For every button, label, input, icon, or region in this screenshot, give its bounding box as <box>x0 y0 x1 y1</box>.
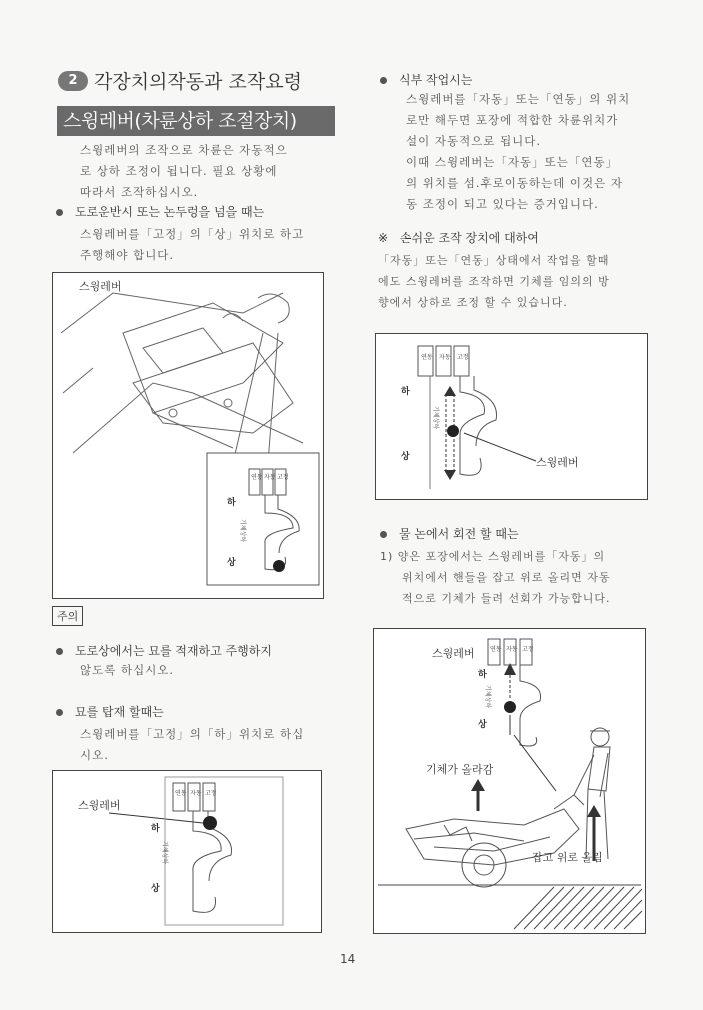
lift-handle-label: 잡고 위로 올림 <box>532 851 603 864</box>
section-title <box>58 67 302 94</box>
section-number-badge: 2 <box>58 71 88 91</box>
bullet4-text: 스윙레버를「자동」또는「연동」의 위치 로만 해두면 포장에 적합한 차륜위치가 설이 자동적으로 됩니다. 이때 스윙레버는「자동」또는「연동」 의 위치를 섬.후로이동하는데 이것은 자 동 조정이 되고 있다는 증거입니다. <box>406 92 631 211</box>
lever-knob <box>273 560 285 572</box>
high-marker: 상 <box>401 452 410 462</box>
high-marker: 상 <box>151 884 160 894</box>
low-marker: 하 <box>478 670 487 680</box>
turning-operation-drawing <box>374 629 645 933</box>
lever-mechanism-drawing <box>53 273 323 598</box>
figure-turning-operation <box>373 628 646 934</box>
page-number: 14 <box>340 952 356 966</box>
body-rises-label: 기체가 올라감 <box>426 763 494 776</box>
bullet-no-loading: 도로상에서는 묘를 적재하고 주행하지 <box>56 642 272 659</box>
intro-paragraph <box>80 140 288 203</box>
lever-knob <box>447 425 459 437</box>
figure3-label: 스윙레버 <box>78 799 121 812</box>
tip-text: 「자동」또는「연동」상태에서 작업을 할때 에도 스윙레버를 조작하면 기체를 임의의 방 향에서 상하로 조정 할 수 있습니다. <box>378 254 610 309</box>
arrow-down-icon <box>444 470 456 480</box>
bullet2-text: 않도록 하십시오. <box>80 663 175 677</box>
svg-text:자동: 자동 <box>264 474 276 481</box>
intro-line: 따라서 조작하십시오. <box>80 185 199 199</box>
bullet-icon <box>56 648 63 655</box>
bullet3-text: 스윙레버를「고정」의「하」위치로 하십 시오. <box>80 727 305 762</box>
bullet1-text: 스윙레버를「고정」의「상」위치로 하고 주행해야 합니다. <box>80 227 305 262</box>
low-marker: 하 <box>151 824 160 834</box>
section-title-text: 각장치의작동과 조작요령 <box>94 71 302 93</box>
high-marker: 상 <box>227 558 236 568</box>
tip-heading: ※ 손쉬운 조작 장치에 대하여 <box>378 231 539 245</box>
bullet-loading-seedlings: 묘를 탑재 할때는 <box>56 703 164 720</box>
svg-text:기체상하: 기체상하 <box>161 841 168 865</box>
svg-text:자동: 자동 <box>439 354 451 361</box>
svg-text:기체상하: 기체상하 <box>484 685 491 709</box>
bullet5-text: 1) 양은 포장에서는 스윙레버를「자동」의 위치에서 핸들을 잡고 위로 올리면 자동 적으로 기체가 들려 선회가 가능합니다. <box>380 550 611 605</box>
svg-text:고정: 고정 <box>277 474 289 481</box>
bullet-icon <box>56 709 63 716</box>
svg-text:고정: 고정 <box>522 646 534 653</box>
operator-figure <box>574 728 610 859</box>
svg-text:연동: 연동 <box>421 354 433 361</box>
svg-text:자동: 자동 <box>506 646 518 653</box>
bullet-road-transport: 도로운반시 또는 논두렁을 넘을 때는 <box>56 203 264 220</box>
svg-text:고정: 고정 <box>205 790 217 797</box>
svg-text:연동: 연동 <box>490 646 502 653</box>
arrow-up-icon <box>471 779 485 791</box>
lever-knob <box>504 701 516 713</box>
banner-heading: 스윙레버(차륜상하 조절장치) <box>57 106 335 136</box>
low-marker: 하 <box>401 387 410 397</box>
svg-text:연동: 연동 <box>251 474 263 481</box>
figure4-label: 스윙레버 <box>432 647 475 660</box>
bullet-icon <box>56 209 63 216</box>
svg-text:자동: 자동 <box>190 790 202 797</box>
figure1-label: 스윙레버 <box>79 280 122 293</box>
bullet-icon <box>380 77 387 84</box>
lever-range-drawing <box>376 334 647 499</box>
svg-text:기체상하: 기체상하 <box>432 406 439 430</box>
svg-text:기체상하: 기체상하 <box>239 519 246 543</box>
caution-tag: 주의 <box>52 606 83 626</box>
figure-lever-low-position <box>52 770 322 933</box>
arrow-up-icon <box>587 805 601 817</box>
intro-line: 로 상하 조정이 됩니다. 필요 상황에 <box>80 164 278 178</box>
figure-lever-high-position <box>52 272 324 599</box>
lever-knob <box>203 816 217 830</box>
bullet-turning-in-paddy: 물 논에서 회전 할 때는 <box>380 525 519 542</box>
reference-mark-icon: ※ <box>378 231 389 245</box>
intro-line: 스윙레버의 조작으로 차륜은 자동적으 <box>80 143 288 157</box>
high-marker: 상 <box>478 720 487 730</box>
arrow-up-icon <box>444 386 456 396</box>
figure-lever-range <box>375 333 648 500</box>
bullet-planting-work: 식부 작업시는 <box>380 71 472 88</box>
svg-text:연동: 연동 <box>175 790 187 797</box>
figure2-label: 스윙레버 <box>536 456 579 469</box>
bullet-icon <box>380 531 387 538</box>
svg-text:고정: 고정 <box>457 354 469 361</box>
low-marker: 하 <box>227 498 236 508</box>
lever-plate-drawing <box>53 771 321 932</box>
